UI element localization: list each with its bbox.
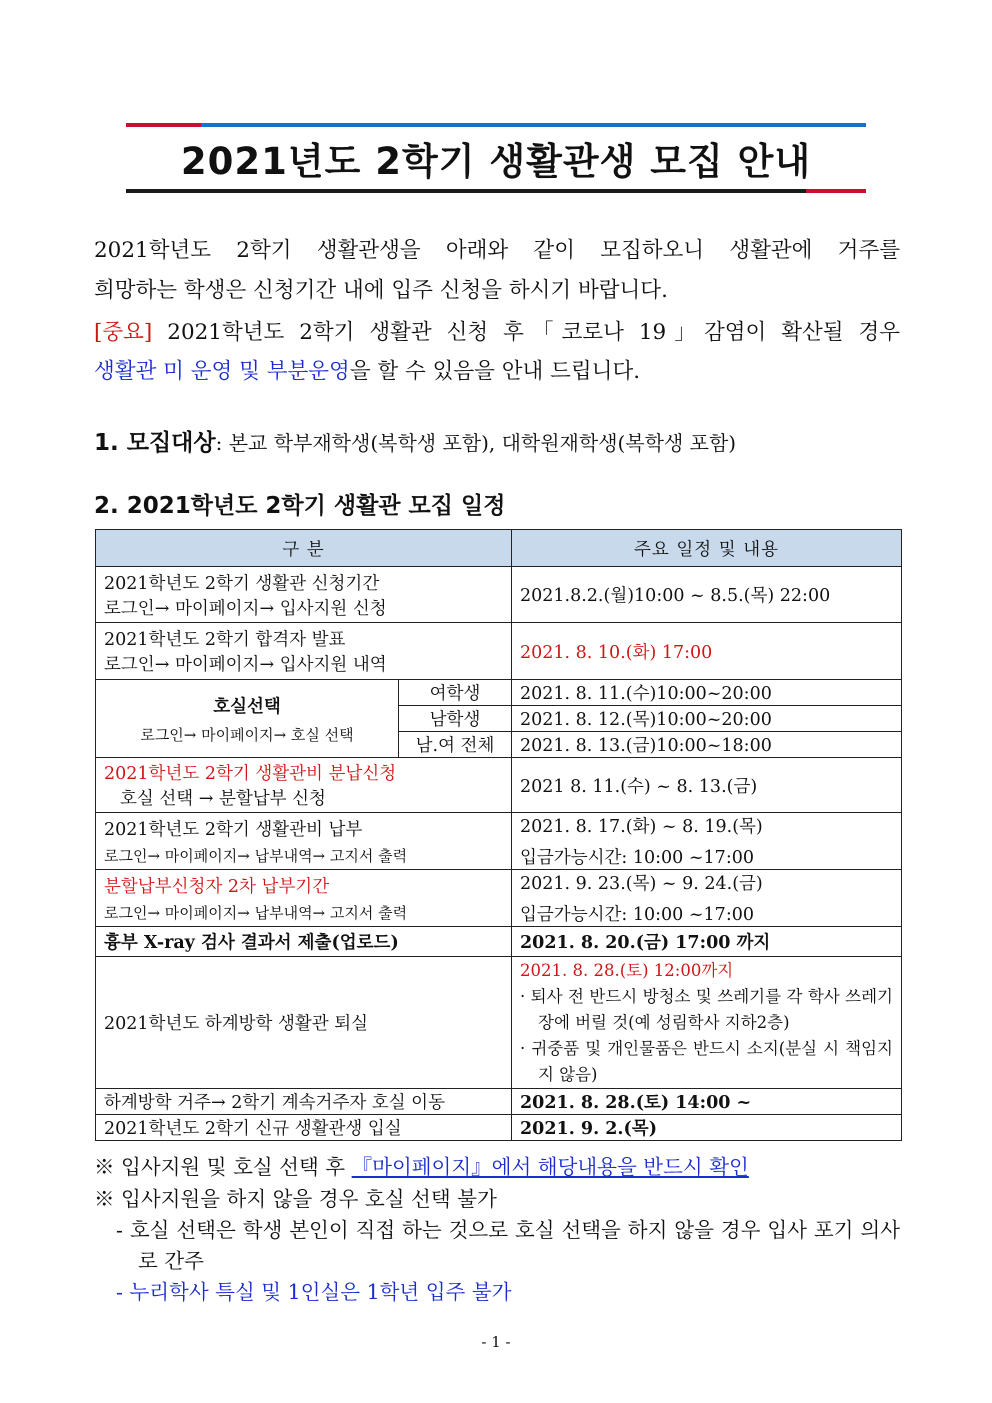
table-row [96, 567, 902, 623]
note-2: ※ 입사지원을 하지 않을 경우 호실 선택 불가 [94, 1187, 497, 1211]
note-1-link: 『마이페이지』에서 해당내용을 반드시 확인 [351, 1155, 749, 1179]
row-move-in-label: 2021학년도 2학기 신규 생활관생 입실 [96, 1115, 512, 1141]
row-title: 분할납부신청자 2차 납부기간 [104, 877, 330, 897]
row-application-label [96, 567, 512, 623]
schedule-table [95, 529, 902, 1141]
row-title: 2021학년도 2학기 합격자 발표 [104, 630, 346, 650]
notice-text: 2021학년도 2학기 생활관 신청 후「코로나 19」감염이 확산될 경우 [152, 320, 900, 345]
table-row [96, 870, 902, 927]
intro-line-2: 희망하는 학생은 신청기간 내에 입주 신청을 하시기 바랍니다. [94, 278, 668, 303]
header-schedule: 주요 일정 및 내용 [512, 530, 902, 567]
table-row [96, 680, 902, 706]
row-value: 2021. 8. 10.(화) 17:00 [512, 623, 902, 680]
row-installment-label [96, 758, 512, 813]
row-value [512, 813, 902, 870]
group-female: 여학생 [399, 680, 512, 706]
section-1-text: : 본교 학부재학생(복학생 포함), 대학원재학생(복학생 포함) [215, 431, 737, 455]
row-sub: 호실 선택 → 분할납부 신청 [120, 789, 326, 809]
row-second-payment-label [96, 870, 512, 927]
row-value-time: 입금가능시간: 10:00 ~17:00 [520, 848, 754, 868]
row-value: 2021. 8. 28.(토) 14:00 ~ [512, 1089, 902, 1115]
title-accent-red [126, 123, 201, 127]
checkout-bullet-2: · 귀중품 및 개인물품은 반드시 소지(분실 시 책임지지 않음) [520, 1038, 893, 1084]
row-sub: 로그인→ 마이페이지→ 입사지원 내역 [104, 655, 387, 675]
row-value-date: 2021. 9. 23.(목) ~ 9. 24.(금) [520, 874, 763, 894]
row-title: 2021학년도 2학기 생활관비 분납신청 [104, 764, 397, 784]
table-row [96, 1115, 902, 1141]
row-sub: 로그인→ 마이페이지→ 납부내역→ 고지서 출력 [104, 904, 408, 922]
row-value: 2021 8. 11.(수) ~ 8. 13.(금) [512, 758, 902, 813]
row-value: 2021. 9. 2.(목) [512, 1115, 902, 1141]
row-title: 호실선택 [213, 696, 281, 717]
title-accent-red-bottom [806, 189, 866, 193]
room-selection-label [96, 680, 399, 758]
table-row [96, 1089, 902, 1115]
title-box [126, 123, 866, 193]
row-value [512, 957, 902, 1089]
row-announcement-label [96, 623, 512, 680]
row-sub: 로그인→ 마이페이지→ 입사지원 신청 [104, 598, 387, 619]
row-checkout-label: 2021학년도 하계방학 생활관 퇴실 [96, 957, 512, 1089]
page-title: 2021년도 2학기 생활관생 모집 안내 [180, 140, 812, 183]
notice-tag: [중요] [94, 320, 153, 345]
row-xray-label: 흉부 X-ray 검사 결과서 제출(업로드) [96, 927, 512, 957]
notice-line-1 [94, 314, 900, 352]
section-1 [94, 424, 736, 457]
table-row [96, 927, 902, 957]
note-4: - 누리학사 특실 및 1인실은 1학년 입주 불가 [116, 1280, 512, 1304]
row-value: 2021. 8. 20.(금) 17:00 까지 [512, 927, 902, 957]
notice-highlight: 생활관 미 운영 및 부분운영 [94, 359, 350, 384]
row-title: 2021학년도 2학기 생활관비 납부 [104, 820, 363, 840]
note-1-text: ※ 입사지원 및 호실 선택 후 [94, 1155, 352, 1179]
notice-end: 을 할 수 있음을 안내 드립니다. [349, 359, 641, 384]
header-category: 구 분 [96, 530, 512, 567]
section-2-heading: 2. 2021학년도 2학기 생활관 모집 일정 [94, 493, 506, 519]
note-1 [94, 1152, 900, 1183]
group-male: 남학생 [399, 706, 512, 732]
row-sub: 로그인→ 마이페이지→ 호실 선택 [140, 725, 354, 744]
row-value-time: 입금가능시간: 10:00 ~17:00 [520, 905, 754, 925]
checkout-bullet-1: · 퇴사 전 반드시 방청소 및 쓰레기를 각 학사 쓰레기장에 버릴 것(예 성림학사 지하2층) [520, 986, 893, 1032]
row-value: 2021. 8. 13.(금)10:00~18:00 [512, 732, 902, 758]
row-value: 2021. 8. 11.(수)10:00~20:00 [512, 680, 902, 706]
page-number: - 1 - [481, 1333, 511, 1351]
table-row [96, 813, 902, 870]
row-value [512, 870, 902, 927]
row-room-move-label: 하계방학 거주→ 2학기 계속거주자 호실 이동 [96, 1089, 512, 1115]
row-value-date: 2021. 8. 17.(화) ~ 8. 19.(목) [520, 817, 763, 837]
group-all: 남.여 전체 [399, 732, 512, 758]
table-header-row [96, 530, 902, 567]
row-payment-label [96, 813, 512, 870]
table-row [96, 758, 902, 813]
table-row [96, 957, 902, 1089]
note-3: - 호실 선택은 학생 본인이 직접 하는 것으로 호실 선택을 하지 않을 경우 입사 포기 의사로 간주 [116, 1218, 900, 1273]
table-row [96, 623, 902, 680]
row-value: 2021. 8. 12.(목)10:00~20:00 [512, 706, 902, 732]
checkout-date: 2021. 8. 28.(토) 12:00까지 [520, 960, 734, 980]
row-sub: 로그인→ 마이페이지→ 납부내역→ 고지서 출력 [104, 847, 408, 865]
notice-line-2 [94, 353, 900, 391]
row-value: 2021.8.2.(월)10:00 ~ 8.5.(목) 22:00 [512, 567, 902, 623]
intro-line-1: 2021학년도 2학기 생활관생을 아래와 같이 모집하오니 생활관에 거주를 [94, 238, 900, 263]
section-1-heading: 1. 모집대상 [94, 430, 216, 456]
row-title: 2021학년도 2학기 생활관 신청기간 [104, 573, 380, 594]
